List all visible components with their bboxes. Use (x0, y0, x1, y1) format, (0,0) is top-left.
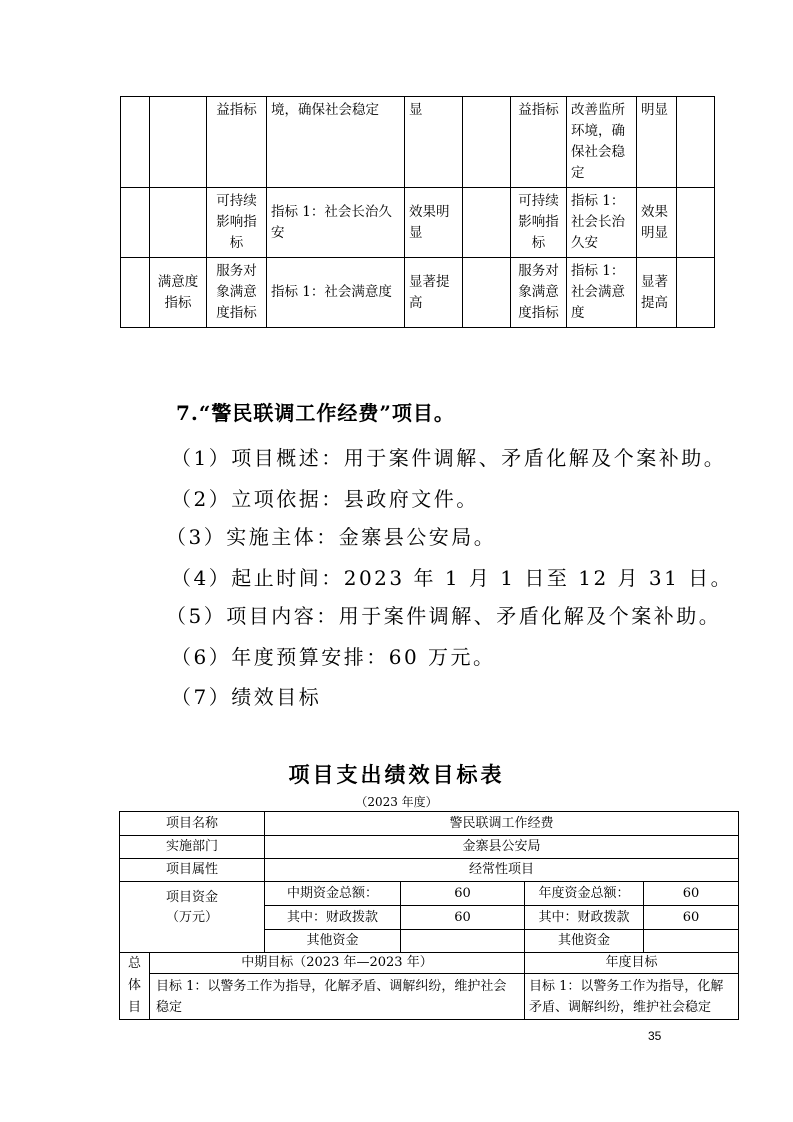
mid-other-label: 其他资金 (265, 930, 401, 953)
performance-target-table (119, 811, 739, 1020)
mid-total-label: 中期资金总额： (265, 882, 401, 906)
department-value: 金寨县公安局 (265, 836, 739, 859)
table-cell (150, 97, 207, 188)
table-row (120, 859, 739, 882)
year-fiscal-label: 其中：财政拨款 (525, 906, 644, 930)
funds-label (120, 882, 265, 953)
table-cell: 明显 (637, 97, 677, 188)
table-cell: 服务对象满意度指标 (511, 258, 567, 328)
table-cell: 服务对象满意度指标 (207, 258, 267, 328)
table-cell (677, 188, 715, 258)
year-other-label: 其他资金 (525, 930, 644, 953)
table-cell: 益指标 (511, 97, 567, 188)
table-cell (121, 188, 150, 258)
table-cell: 益指标 (207, 97, 267, 188)
mid-fiscal-label: 其中：财政拨款 (265, 906, 401, 930)
table-title: 项目支出绩效目标表 (288, 762, 505, 787)
page-number: 35 (648, 1029, 662, 1043)
mid-fiscal-value: 60 (401, 906, 525, 930)
table-cell: 显著提高 (637, 258, 677, 328)
table-row (121, 97, 715, 188)
table-row (120, 953, 739, 974)
year-total-value: 60 (644, 882, 739, 906)
year-fiscal-value: 60 (644, 906, 739, 930)
table-cell (463, 258, 511, 328)
table-row (120, 882, 739, 906)
table-row (121, 258, 715, 328)
table-cell: 改善监所环境，确保社会稳定 (567, 97, 637, 188)
table-cell: 指标 1：社会长治久安 (567, 188, 637, 258)
table-cell: 指标 1：社会满意度 (267, 258, 405, 328)
overall-goal-char: 目 (127, 1000, 141, 1015)
table-cell: 指标 1：社会长治久安 (267, 188, 405, 258)
table-cell (677, 258, 715, 328)
table-cell (150, 188, 207, 258)
table-cell: 指标 1：社会满意度 (567, 258, 637, 328)
attribute-value: 经常性项目 (265, 859, 739, 882)
table-cell: 效果明显 (637, 188, 677, 258)
table-cell: 可持续影响指标 (511, 188, 567, 258)
department-label: 实施部门 (120, 836, 265, 859)
paragraph-item: （3）实施主体：金寨县公安局。 (166, 525, 497, 549)
table-cell: 显著提高 (405, 258, 463, 328)
paragraph-item: （6）年度预算安排：60 万元。 (171, 645, 496, 669)
table-cell: 满意度指标 (150, 258, 207, 328)
mid-goal-header: 中期目标（2023 年—2023 年） (150, 953, 525, 974)
paragraph-item: （2）立项依据：县政府文件。 (171, 487, 479, 511)
paragraph-item: （1）项目概述：用于案件调解、矛盾化解及个案补助。 (171, 446, 727, 470)
table-cell (463, 97, 511, 188)
mid-goal-text: 目标 1：以警务工作为指导，化解矛盾、调解纠纷，维护社会稳定 (150, 974, 525, 1020)
overall-goal-label (120, 953, 150, 1020)
table-row (120, 836, 739, 859)
section-heading: 7.“警民联调工作经费”项目。 (176, 401, 455, 425)
year-other-value (644, 930, 739, 953)
overall-goal-char: 体 (127, 978, 141, 993)
paragraph-item: （4）起止时间：2023 年 1 月 1 日至 12 月 31 日。 (171, 566, 734, 590)
table-cell (121, 258, 150, 328)
funds-label-unit: （万元） (165, 910, 218, 925)
table-row (120, 812, 739, 836)
table-row (121, 188, 715, 258)
table-cell: 境，确保社会稳定 (267, 97, 405, 188)
table-cell (463, 188, 511, 258)
overall-goal-char: 总 (127, 956, 141, 971)
paragraph-item: （7）绩效目标 (171, 685, 322, 709)
attribute-label: 项目属性 (120, 859, 265, 882)
project-name-value: 警民联调工作经费 (265, 812, 739, 836)
paragraph-item: （5）项目内容：用于案件调解、矛盾化解及个案补助。 (166, 604, 722, 628)
table-cell: 可持续影响指标 (207, 188, 267, 258)
table-year: （2023 年度） (355, 795, 438, 809)
table-cell: 效果明显 (405, 188, 463, 258)
year-total-label: 年度资金总额： (525, 882, 644, 906)
year-goal-text: 目标 1：以警务工作为指导，化解矛盾、调解纠纷，维护社会稳定 (525, 974, 739, 1020)
table-cell (677, 97, 715, 188)
funds-label-line: 项目资金 (165, 890, 218, 905)
table-row (120, 974, 739, 1020)
table-cell: 显 (405, 97, 463, 188)
table-cell (121, 97, 150, 188)
mid-other-value (401, 930, 525, 953)
year-goal-header: 年度目标 (525, 953, 739, 974)
indicator-table-continued (120, 96, 715, 328)
mid-total-value: 60 (401, 882, 525, 906)
project-name-label: 项目名称 (120, 812, 265, 836)
